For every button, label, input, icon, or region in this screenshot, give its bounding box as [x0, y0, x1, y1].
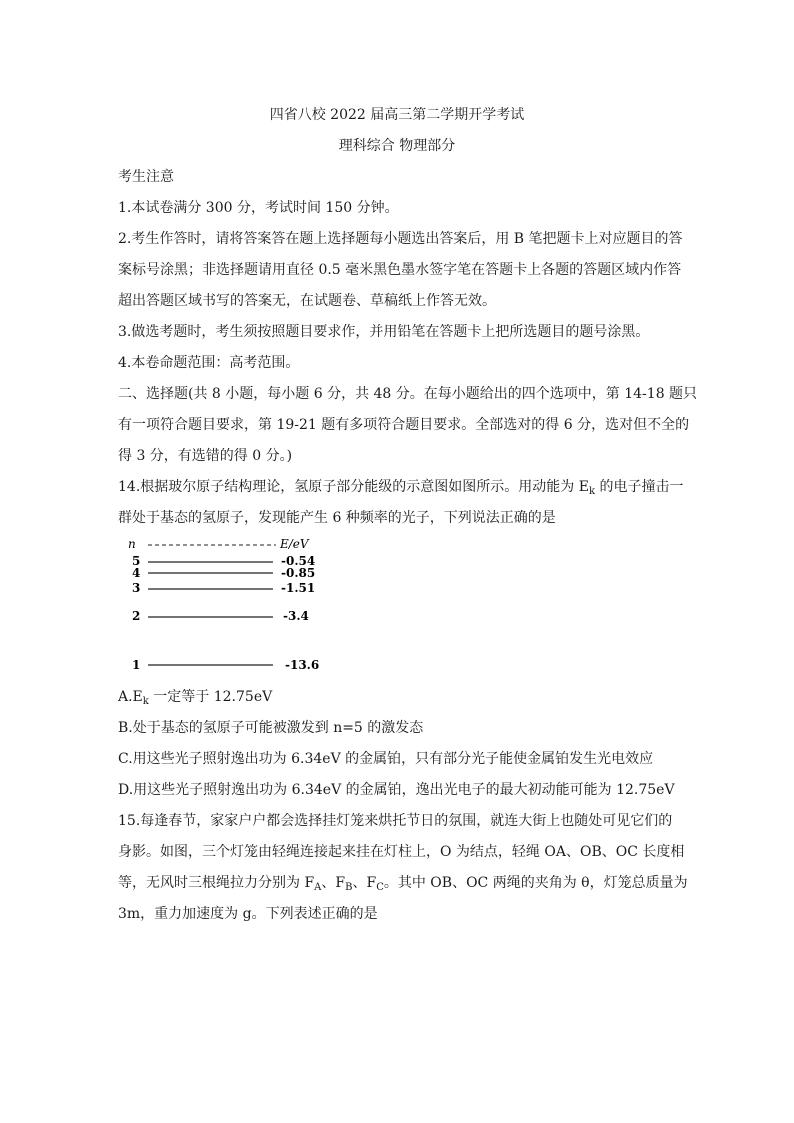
level-3-energy: -1.51: [281, 581, 316, 595]
option-d: D.用这些光子照射逸出功为 6.34eV 的金属铂，逸出光电子的最大初动能可能为 12.75eV: [118, 782, 675, 798]
level-1-energy: -13.6: [285, 658, 320, 672]
section-instruction: 二、选择题(共 8 小题，每小题 6 分，共 48 分。在每小题给出的四个选项中，第 14-18 题只: [118, 386, 698, 402]
notice-item: 4.本卷命题范围：高考范围。: [118, 355, 300, 371]
notice-item: 1.本试卷满分 300 分，考试时间 150 分钟。: [118, 200, 399, 216]
question-15-stem: 3m，重力加速度为 g。下列表述正确的是: [118, 906, 378, 922]
exam-title: 四省八校 2022 届高三第二学期开学考试: [269, 107, 525, 123]
level-5-energy: -0.54: [281, 554, 316, 568]
notice-item: 2.考生作答时，请将答案答在题上选择题每小题选出答案后，用 B 笔把题卡上对应题目的答: [118, 231, 683, 247]
option-b: B.处于基态的氢原子可能被激发到 n=5 的激发态: [118, 720, 424, 736]
question-15-stem: 身影。如图，三个灯笼由轻绳连接起来挂在灯柱上，O 为结点，轻绳 OA、OB、OC 长度相: [118, 844, 685, 860]
n-axis-label: n: [128, 537, 136, 551]
notice-item: 案标号涂黑；非选择题请用直径 0.5 毫米黑色墨水签字笔在答题卡上各题的答题区域内作答: [118, 262, 682, 278]
option-a: $A.E_k$ 一定等于 12.75eV: [118, 689, 273, 707]
level-4-energy: -0.85: [281, 566, 316, 580]
exam-subtitle: 理科综合 物理部分: [338, 138, 456, 154]
notice-item: 超出答题区域书写的答案无，在试题卷、草稿纸上作答无效。: [118, 293, 496, 309]
level-5-number: 5: [132, 554, 141, 568]
level-2-number: 2: [132, 609, 141, 623]
energy-axis-label: E/eV: [280, 537, 309, 551]
energy-level-diagram: [118, 533, 358, 673]
notice-heading: 考生注意: [118, 169, 174, 185]
question-14-stem: 14.根据玻尔原子结构理论，氢原子部分能级的示意图如图所示。用动能为 $E_k$ 的电子撞击一: [118, 479, 684, 497]
question-15-stem: 等，无风时三根绳拉力分别为 $F_A$、$F_B$、$F_C$。其中 OB、OC 两绳的夹角为 θ，灯笼总质量为: [118, 875, 688, 893]
notice-item: 3.做选考题时，考生须按照题目要求作，并用铅笔在答题卡上把所选题目的题号涂黑。: [118, 324, 650, 340]
level-3-number: 3: [132, 581, 141, 595]
section-instruction: 得 3 分，有选错的得 0 分。): [118, 448, 293, 464]
question-14-stem: 群处于基态的氢原子，发现能产生 6 种频率的光子，下列说法正确的是: [118, 510, 556, 526]
level-4-number: 4: [132, 566, 141, 580]
level-2-energy: -3.4: [283, 609, 309, 623]
option-c: C.用这些光子照射逸出功为 6.34eV 的金属铂，只有部分光子能使金属铂发生光电效应: [118, 751, 654, 767]
question-15-stem: 15.每逢春节，家家户户都会选择挂灯笼来烘托节日的氛围，就连大街上也随处可见它们的: [118, 813, 673, 829]
level-1-number: 1: [132, 658, 141, 672]
section-instruction: 有一项符合题目要求，第 19-21 题有多项符合题目要求。全部选对的得 6 分，选对但不全的: [118, 417, 690, 433]
